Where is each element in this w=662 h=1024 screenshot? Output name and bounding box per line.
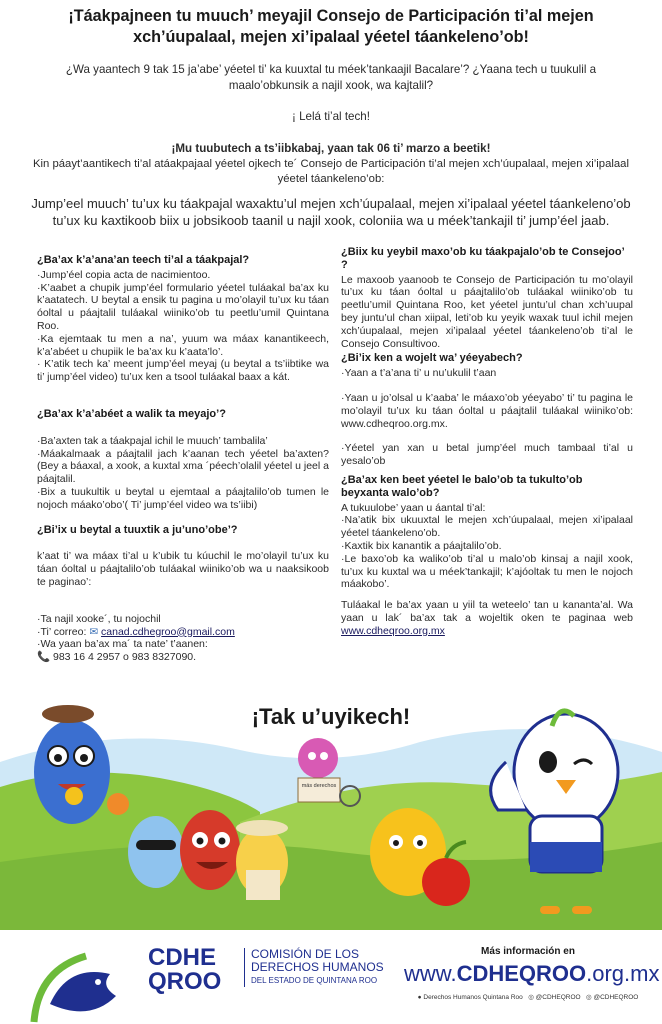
- list-item: ·Yéetel yan xan u betal jump’éel much tambaal ti’al u yesalo’ob: [341, 442, 633, 468]
- ideas-intro: A tukuulobe’ yaan u áantal ti’al:: [341, 501, 486, 514]
- logo-text: CDHE QROO: [148, 944, 222, 995]
- title-line-2: xch’úupalaal, mejen xi’ipalaal yéetel táankeleno’ob!: [133, 28, 529, 46]
- list-item: ·Kaxtik bix kanantik a páajtalilo’ob.: [341, 539, 502, 552]
- facebook-handle[interactable]: Derechos Humanos Quintana Roo: [423, 994, 523, 1001]
- contact-item: ·Ti’ correo: ✉ canad.cdhegroo@gmail.com: [37, 625, 235, 638]
- list-item: ·Le baxo’ob ka waliko’ob ti’al u malo’ob kinsaj a najil xook, tu’ux ku kuxtal wa u méek’tankajil; k’ajóoltak tu men le nojoch máakobo’.: [341, 552, 633, 591]
- welcome-text: ¡ Lelá ti’al tech!: [292, 110, 370, 123]
- org-brand: [148, 944, 384, 995]
- contact-item: ·Ta najil xooke´, tu nojochil: [37, 612, 161, 625]
- list-item: ·Jump’éel copia acta de nacimientoo.: [37, 268, 211, 281]
- content-heading: ¿Ba’ax k’a’abéet a walik ta meyajo’?: [37, 407, 226, 420]
- org-name: COMISIÓN DE LOS DERECHOS HUMANOS DEL ESTADO DE QUINTANA ROO: [244, 948, 394, 987]
- election-text: Le maxoob yaanoob te Consejo de Participación tu mo’olayil tu’ux ku táan óoltal u páajtalilo’ob tuláakal wiiniko’ob tu peetlu’umil Quintana Roo, ket yéetel juntu’ul chan xch’uupal bey juntu’ul chan xiipal, leti’ob ku yeyik waxak tuul ichil mejen xch’úupalaal, mejen xi’ipalaal yéetel táankeleno’ob ti’al le Consejo Consultivoo.: [341, 273, 633, 350]
- instagram-icon: ◎: [528, 994, 534, 1001]
- poster-title: [20, 6, 642, 48]
- closing-text: Tuláakal le ba’ax yaan u yiil ta weteelo’ tan u kananta’al. Wa yaan u lak´ ba’ax tak a wojeltik oken te paginaa web www.cdheqroo.org.mx: [341, 599, 633, 637]
- kids-group-character: [128, 810, 288, 900]
- ideas-heading: ¿Ba’ax ken beet yéetel le balo’ob ta tukulto’ob beyxanta walo’ob?: [341, 473, 583, 499]
- intro-question: ¿Wa yaantech 9 tak 15 ja’abe’ yéetel ti’ ka kuuxtal tu méek’tankaajil Bacalare’? ¿Yaana tech u tuukulil a maalo’obkunsik a najil xook, wa kajtalil?: [65, 63, 597, 92]
- results-heading: ¿Bi’ix ken a wojelt wa’ yéeyabech?: [341, 352, 523, 365]
- thanks-heading: ¡Tak u’uyikech!: [251, 704, 411, 729]
- requirements-heading: ¿Ba’ax k’a’ana’an teech ti’al a táakpajal?: [37, 254, 250, 266]
- facebook-icon: ●: [417, 994, 422, 1001]
- list-item: · K’atik tech ka’ meent jump’éel meyaj (u beytal a ts’iibtike wa ti’ jump’éel video) tu’ux ken a tsool tuláakal baax a kát.: [37, 358, 329, 384]
- title-line-1: ¡Táakpajneen tu muuch’ meyajil Consejo de Participación ti’al mejen: [68, 7, 594, 25]
- sign-text: más derechos: [301, 783, 337, 789]
- list-item: ·Máakalmaak a páajtalil jach k’aanan tech yéetel ba’axten? (Bey a báaxal, a xook, a kuxtal xma ´péech’olalil yéetel u jeel a páajtalil.: [37, 447, 329, 486]
- more-info-label: Más información en: [481, 946, 575, 957]
- list-item: ·Na’atik bix ukuuxtal le mejen xch’úupalaal, mejen xi’ipalaal yéetel táankeleno’ob.: [341, 514, 633, 540]
- list-item: ·Bix a tuukultik u beytal u ejemtaal a páajtalilo’ob tumen le nojoch máako’obo’( Ti’ jump’éel video wa ts’iibi): [37, 485, 329, 511]
- election-heading: ¿Biix ku yeybil maxo’ob ku táakpajalo’ob te Consejoo’ ?: [341, 246, 625, 271]
- send-text: k’aat ti’ wa máax ti’al u k’ubik tu kúuchil le mo’olayil tu’ux ku táan óoltal u páajtalilo’ob tuláakal wiiniko’ob wa u naaksikoob te paginao’:: [37, 550, 329, 588]
- send-heading: ¿Bi’ix u beytal a tuuxtik a ju’uno’obe’?: [37, 523, 238, 536]
- twitter-icon: ◎: [585, 994, 592, 1001]
- instagram-handle[interactable]: @CDHEQROO: [535, 994, 581, 1001]
- deadline-text: ¡Mu tuubutech a ts’iibkabaj, yaan tak 06 ti’ marzo a beetik!: [171, 142, 491, 155]
- twitter-handle[interactable]: @CDHEQROO: [593, 994, 639, 1001]
- left-column: [37, 254, 329, 664]
- social-links: [404, 993, 652, 1001]
- cdheqroo-dove-logo: [20, 930, 132, 1024]
- contact-item: ·Wa yaan ba’ax ma´ ta nate’ t’aanen:: [37, 638, 208, 651]
- invite-text: Kin páayt’aantikech ti’al atáakpajaal yéetel ojkech te´ Consejo de Participación ti’al mejen xch’úupalaal, mejen xi’ipalaal yéetel táankeleno’ob:: [33, 158, 629, 185]
- website-url[interactable]: www.CDHEQROO.org.mx: [404, 961, 660, 986]
- list-item: ·Ka ejemtaak tu men a na’, yuum wa máax kanantikeech, k’a’abéet u chupiik le ba’ax ku k’aata’lo’.: [37, 332, 329, 358]
- list-item: ·K’aabet a chupik jump’éel formulario yéetel tuláakal ba’ax ku k’aatatech. U beytal a ensik tu pagina u mo’olayil tu’ux ku táan óoltal u páajtalil tuláakal wiiniko’ob tu peetlu’umil Quintana Roo.: [37, 281, 329, 332]
- list-item: ·Ba’axten tak a táakpajal ichil le muuch’ tambalila’: [37, 434, 268, 447]
- website-link[interactable]: www.cdheqroo.org.mx: [341, 624, 445, 637]
- list-item: ·Yaan a t’a’ana ti’ u nu’ukulil t’aan: [341, 367, 497, 380]
- mail-icon: ✉: [89, 625, 102, 638]
- more-info: [404, 946, 660, 1001]
- right-column: [341, 246, 633, 638]
- phone-number: 📞 983 16 4 2957 o 983 8327090.: [37, 651, 197, 664]
- email-link[interactable]: canad.cdhegroo@gmail.com: [101, 625, 235, 638]
- council-description: Jump’eel muuch’ tu’ux ku táakpajal waxaktu’ul mejen xch’úupalaal, mejen xi’ipalaal yéetel táankeleno’ob tu’ux ku kaxtikoob biix u jobsikoob taanil u najil xook, coloniia wa u méek’tankajil ti’ jump’éel jaab.: [31, 196, 631, 228]
- list-item: ·Yaan u jo’olsal u k’aaba’ le máaxo’ob yéeyabo’ ti’ tu pagina le mo’olayil tu’ux ku táan óoltal u páajtalil tuláakal wiiniko’ob: www.cdheqroo.org.mx.: [341, 391, 633, 430]
